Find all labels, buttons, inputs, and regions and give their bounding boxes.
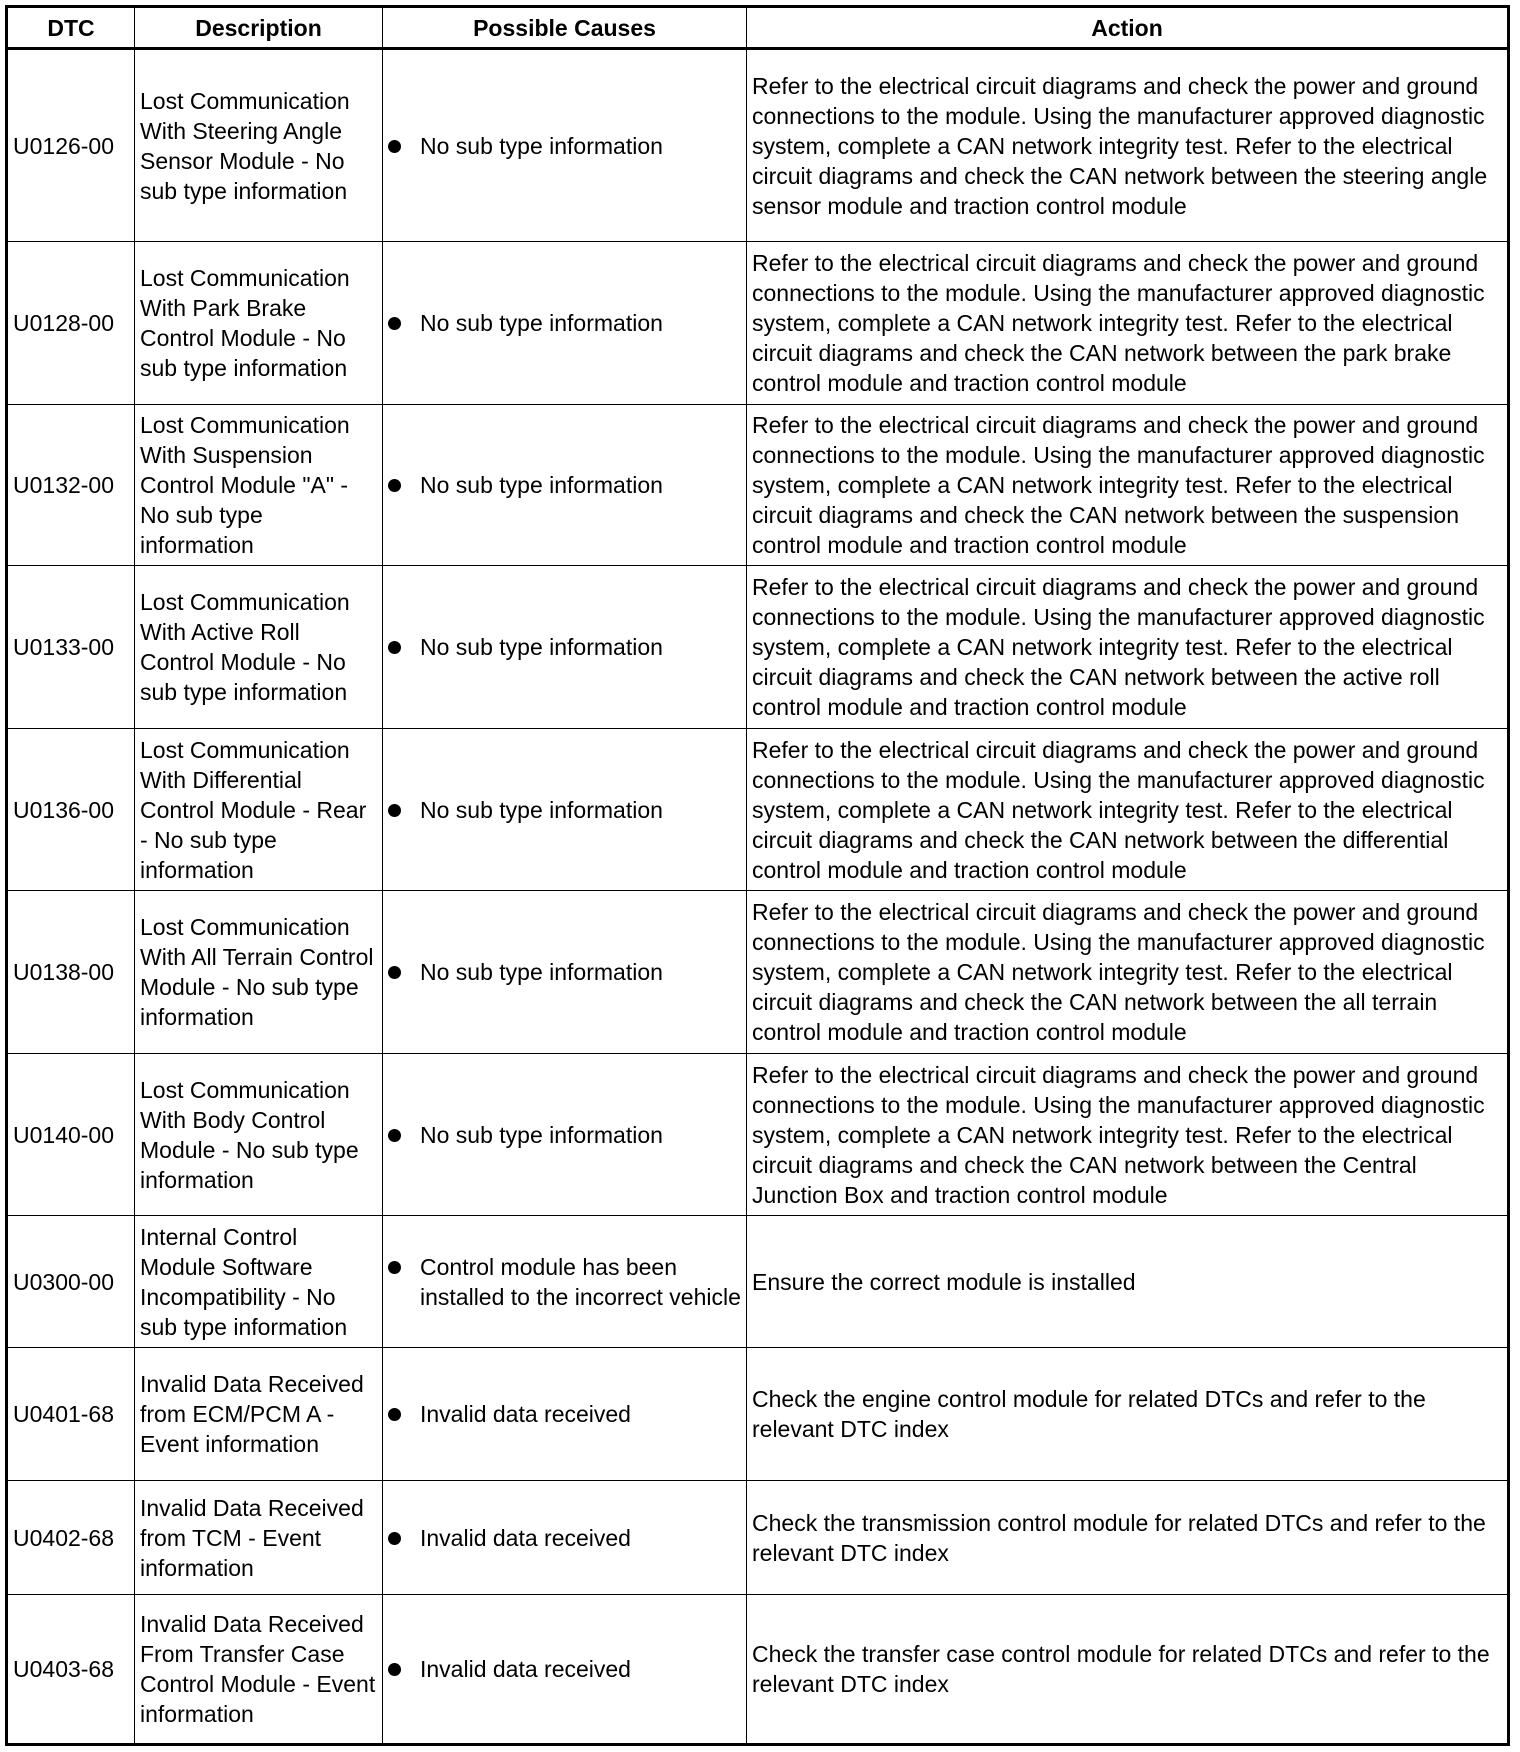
possible-cause-text: Invalid data received: [420, 1401, 631, 1427]
bullet-icon: [388, 1408, 401, 1421]
dtc-code: U0403-68: [7, 1595, 135, 1745]
bullet-icon: [388, 966, 401, 979]
bullet-icon: [388, 1532, 401, 1545]
action-text: Check the transmission control module for related DTCs and refer to the relevant DTC index: [747, 1481, 1509, 1595]
dtc-description: Lost Communication With Active Roll Control Module - No sub type information: [135, 566, 383, 729]
header-dtc: DTC: [7, 7, 135, 49]
possible-cause-cell: [383, 1216, 747, 1348]
possible-cause-text: No sub type information: [420, 634, 663, 660]
action-text: Refer to the electrical circuit diagrams and check the power and ground connections to the module. Using the manufacturer approved diagnostic system, complete a CAN network integrity test. Refer to the electrical circuit diagrams and check the CAN network between the park brake control module and traction control module: [747, 242, 1509, 405]
dtc-code: U0300-00: [7, 1216, 135, 1348]
possible-cause-text: Invalid data received: [420, 1656, 631, 1682]
table-row: [7, 49, 1509, 242]
dtc-description: Lost Communication With All Terrain Control Module - No sub type information: [135, 891, 383, 1054]
table-row: [7, 242, 1509, 405]
bullet-icon: [388, 140, 401, 153]
header-row: [7, 7, 1509, 49]
bullet-icon: [388, 1663, 401, 1676]
possible-cause-item: [388, 1654, 741, 1684]
bullet-icon: [388, 317, 401, 330]
possible-cause-cell: [383, 566, 747, 729]
possible-cause-cell: [383, 891, 747, 1054]
possible-cause-cell: [383, 1481, 747, 1595]
dtc-description: Lost Communication With Steering Angle Sensor Module - No sub type information: [135, 49, 383, 242]
possible-cause-cell: [383, 729, 747, 891]
bullet-icon: [388, 641, 401, 654]
action-text: Refer to the electrical circuit diagrams and check the power and ground connections to the module. Using the manufacturer approved diagnostic system, complete a CAN network integrity test. Refer to the electrical circuit diagrams and check the CAN network between the active roll control module and traction control module: [747, 566, 1509, 729]
table-row: [7, 566, 1509, 729]
possible-cause-cell: [383, 405, 747, 566]
possible-cause-item: [388, 131, 741, 161]
possible-cause-text: No sub type information: [420, 310, 663, 336]
dtc-description: Invalid Data Received from TCM - Event information: [135, 1481, 383, 1595]
possible-cause-text: No sub type information: [420, 132, 663, 159]
dtc-code: U0402-68: [7, 1481, 135, 1595]
possible-cause-text: No sub type information: [420, 959, 663, 985]
dtc-code: U0136-00: [7, 729, 135, 891]
bullet-icon: [388, 1261, 401, 1274]
dtc-code: U0128-00: [7, 242, 135, 405]
dtc-code: U0132-00: [7, 405, 135, 566]
action-text: Refer to the electrical circuit diagrams and check the power and ground connections to the module. Using the manufacturer approved diagnostic system, complete a CAN network integrity test. Refer to the electrical circuit diagrams and check the CAN network between the all terrain control module and traction control module: [747, 891, 1509, 1054]
possible-cause-text: No sub type information: [420, 472, 663, 498]
possible-cause-item: [388, 1120, 741, 1150]
action-text: Refer to the electrical circuit diagrams and check the power and ground connections to the module. Using the manufacturer approved diagnostic system, complete a CAN network integrity test. Refer to the electrical circuit diagrams and check the CAN network between the Central Junction Box and traction control module: [747, 1054, 1509, 1216]
possible-cause-text: No sub type information: [420, 1121, 663, 1148]
action-text: Refer to the electrical circuit diagrams and check the power and ground connections to the module. Using the manufacturer approved diagnostic system, complete a CAN network integrity test. Refer to the electrical circuit diagrams and check the CAN network between the steering angle sensor module and traction control module: [747, 49, 1509, 242]
possible-cause-item: [388, 470, 741, 500]
dtc-code: U0140-00: [7, 1054, 135, 1216]
dtc-code: U0133-00: [7, 566, 135, 729]
possible-cause-item: [388, 308, 741, 338]
possible-cause-cell: [383, 1348, 747, 1481]
possible-cause-item: [388, 1523, 741, 1553]
possible-cause-item: [388, 1252, 741, 1312]
dtc-code: U0138-00: [7, 891, 135, 1054]
dtc-description: Internal Control Module Software Incompatibility - No sub type information: [135, 1216, 383, 1348]
bullet-icon: [388, 804, 401, 817]
table-header: [7, 7, 1509, 49]
possible-cause-text: Control module has been installed to the incorrect vehicle: [420, 1253, 741, 1310]
possible-cause-cell: [383, 1054, 747, 1216]
table-body: [7, 49, 1509, 1745]
dtc-table: [5, 5, 1510, 1746]
dtc-description: Invalid Data Received from ECM/PCM A - Event information: [135, 1348, 383, 1481]
table-row: [7, 1054, 1509, 1216]
possible-cause-text: Invalid data received: [420, 1524, 631, 1551]
header-description: Description: [135, 7, 383, 49]
dtc-code: U0126-00: [7, 49, 135, 242]
action-text: Ensure the correct module is installed: [747, 1216, 1509, 1348]
action-text: Check the engine control module for related DTCs and refer to the relevant DTC index: [747, 1348, 1509, 1481]
possible-cause-cell: [383, 242, 747, 405]
possible-cause-text: No sub type information: [420, 796, 663, 823]
header-possible-causes: Possible Causes: [383, 7, 747, 49]
table-row: [7, 891, 1509, 1054]
bullet-icon: [388, 479, 401, 492]
header-action: Action: [747, 7, 1509, 49]
table-row: [7, 729, 1509, 891]
table-row: [7, 405, 1509, 566]
table-row: [7, 1481, 1509, 1595]
dtc-description: Invalid Data Received From Transfer Case Control Module - Event information: [135, 1595, 383, 1745]
possible-cause-cell: [383, 1595, 747, 1745]
bullet-icon: [388, 1129, 401, 1142]
dtc-description: Lost Communication With Differential Control Module - Rear - No sub type information: [135, 729, 383, 891]
possible-cause-item: [388, 1399, 741, 1429]
table-row: [7, 1595, 1509, 1745]
possible-cause-item: [388, 632, 741, 662]
dtc-description: Lost Communication With Park Brake Control Module - No sub type information: [135, 242, 383, 405]
action-text: Check the transfer case control module for related DTCs and refer to the relevant DTC index: [747, 1595, 1509, 1745]
dtc-description: Lost Communication With Body Control Module - No sub type information: [135, 1054, 383, 1216]
possible-cause-item: [388, 795, 741, 825]
action-text: Refer to the electrical circuit diagrams and check the power and ground connections to the module. Using the manufacturer approved diagnostic system, complete a CAN network integrity test. Refer to the electrical circuit diagrams and check the CAN network between the differential control module and traction control module: [747, 729, 1509, 891]
dtc-description: Lost Communication With Suspension Control Module "A" - No sub type information: [135, 405, 383, 566]
action-text: Refer to the electrical circuit diagrams and check the power and ground connections to the module. Using the manufacturer approved diagnostic system, complete a CAN network integrity test. Refer to the electrical circuit diagrams and check the CAN network between the suspension control module and traction control module: [747, 405, 1509, 566]
possible-cause-item: [388, 957, 741, 987]
table-row: [7, 1216, 1509, 1348]
possible-cause-cell: [383, 49, 747, 242]
table-row: [7, 1348, 1509, 1481]
dtc-code: U0401-68: [7, 1348, 135, 1481]
